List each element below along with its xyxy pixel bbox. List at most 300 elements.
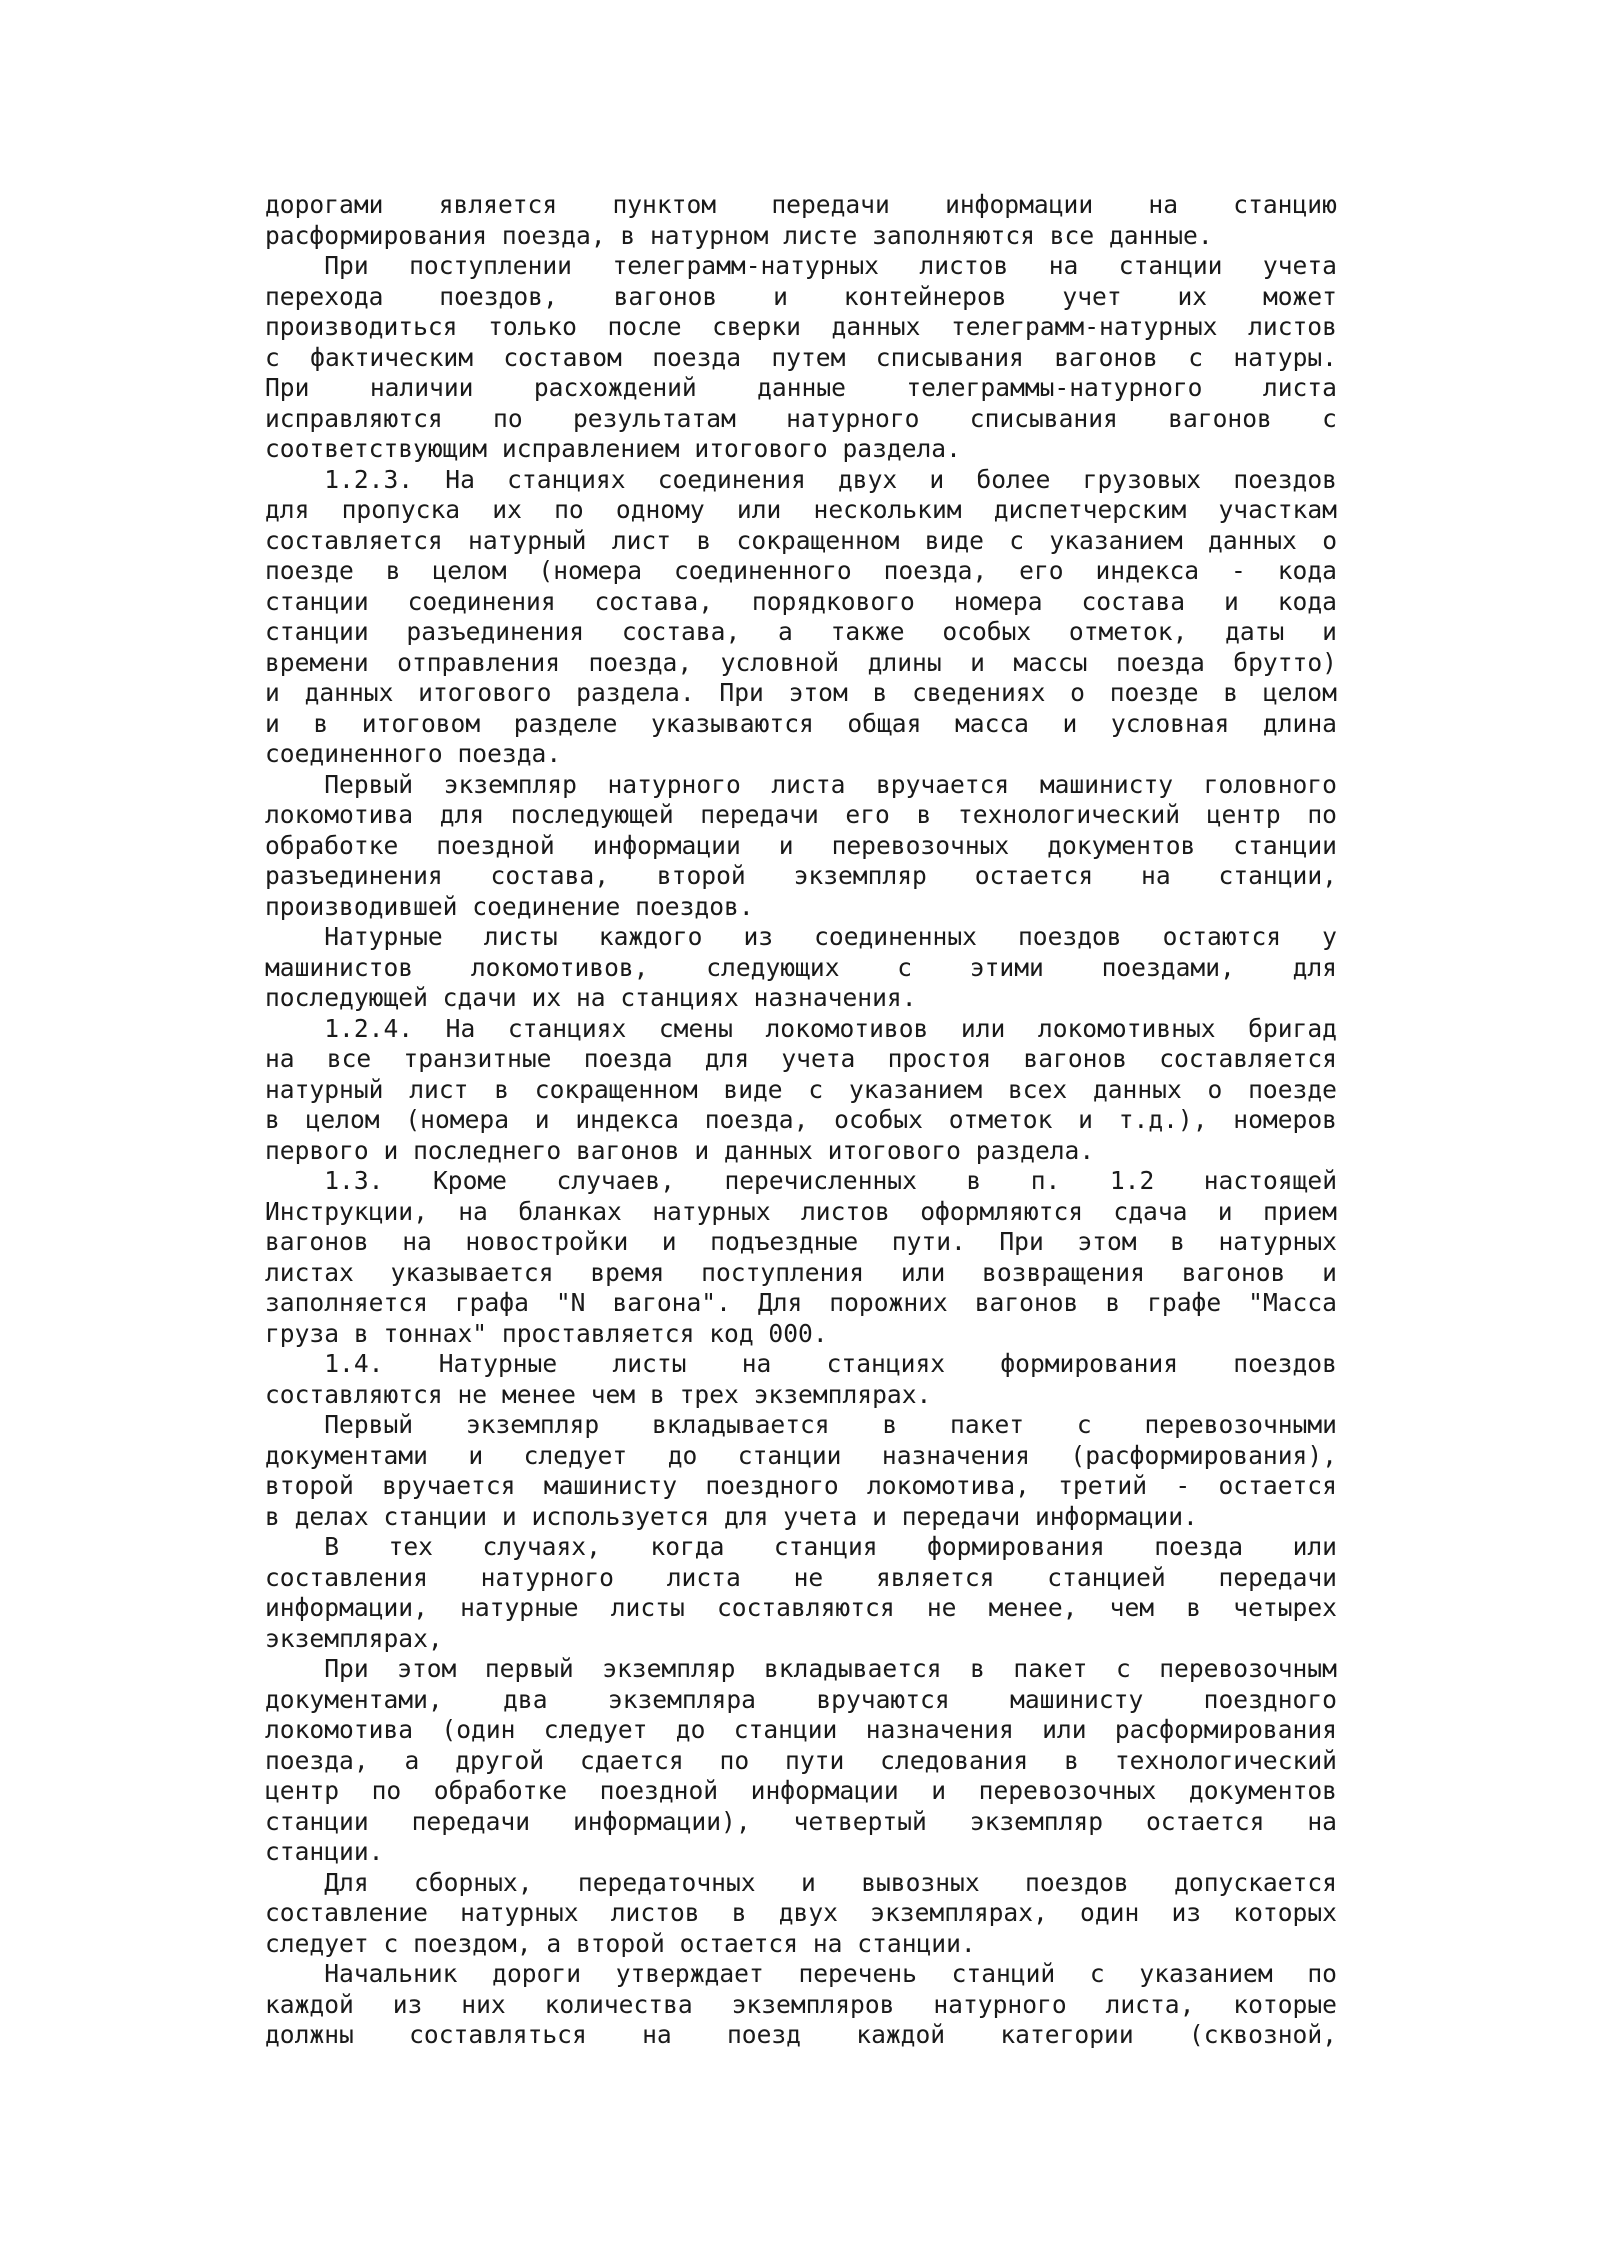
text-line <box>265 434 1337 465</box>
word: остается <box>974 861 1094 890</box>
word: в <box>313 708 329 738</box>
word: (один <box>441 1715 516 1744</box>
word: п. <box>1030 1166 1061 1195</box>
line-text: последующей сдачи их на станциях назначения. <box>265 983 917 1012</box>
word: из <box>1171 1898 1202 1927</box>
word: 1.2 <box>1109 1166 1155 1195</box>
word: т.д.), <box>1118 1105 1208 1134</box>
word: в <box>1170 1227 1185 1256</box>
word: листов <box>610 1898 700 1927</box>
word: лист <box>409 1074 469 1104</box>
word: исправляются <box>265 403 443 433</box>
word: учета <box>781 1044 856 1073</box>
word: передачи <box>700 800 819 829</box>
word: его <box>1019 556 1064 585</box>
line-text: производившей соединение поездов. <box>265 891 754 921</box>
word: по <box>719 1745 750 1775</box>
word: назначения <box>865 1715 1014 1744</box>
line-text: экземплярах, <box>265 1623 443 1653</box>
word: перечень <box>798 1959 917 1988</box>
word: экземплярах, <box>870 1898 1048 1927</box>
word: поезда <box>1115 647 1205 677</box>
word: разделе <box>513 708 618 738</box>
word: все <box>326 1044 372 1073</box>
word: них <box>461 1989 506 2019</box>
text-line <box>265 312 1337 343</box>
word: станции <box>265 617 369 646</box>
word: локомотива <box>265 800 414 829</box>
word: с <box>1322 403 1337 433</box>
text-line <box>265 1990 1337 2021</box>
word: или <box>960 1013 1006 1043</box>
word: станцией <box>1047 1562 1166 1592</box>
word: индекса <box>1095 556 1200 585</box>
word: в <box>494 1074 510 1104</box>
word: остаются <box>1162 922 1282 951</box>
word: производиться <box>265 312 458 341</box>
word: диспетчерским <box>993 495 1187 524</box>
word: данных <box>1208 525 1297 555</box>
word: передачи <box>411 1806 531 1836</box>
word: на <box>642 2020 672 2049</box>
word: следующих <box>706 952 840 982</box>
word: состава, <box>490 861 610 890</box>
word: и <box>778 830 794 860</box>
word: каждой <box>856 2020 946 2049</box>
word: путем <box>771 342 846 372</box>
text-line <box>265 1014 1337 1045</box>
word: экземпляр <box>443 769 577 799</box>
word: назначения <box>881 1440 1030 1470</box>
word: следования <box>880 1745 1029 1775</box>
word: по <box>554 495 584 524</box>
line-text: составляются не менее чем в трех экземплярах. <box>265 1379 932 1409</box>
word: вручаются <box>816 1684 950 1714</box>
word: натурный <box>265 1074 384 1104</box>
word: передачи <box>771 190 890 219</box>
word: кода <box>1277 556 1337 585</box>
word: новостройки <box>465 1227 629 1256</box>
word: телеграмм-натурных <box>612 251 879 280</box>
word: второй <box>656 861 746 890</box>
line-text: расформирования поезда, в натурном листе заполняются все данные. <box>265 220 1213 250</box>
word: экземпляр <box>969 1806 1104 1836</box>
word: бригад <box>1248 1013 1337 1043</box>
text-line <box>265 892 1337 923</box>
word: по <box>371 1776 402 1805</box>
word: перечисленных <box>724 1166 917 1195</box>
word: При <box>719 678 764 707</box>
word: является <box>438 190 558 219</box>
word: станция <box>773 1532 878 1561</box>
word: оформляются <box>920 1196 1084 1226</box>
word: особых <box>834 1105 923 1134</box>
word: указанием <box>1049 525 1183 555</box>
word: станции <box>265 586 369 616</box>
word: экземпляр <box>602 1654 736 1683</box>
word: и <box>1224 586 1239 616</box>
word: данных <box>304 678 394 707</box>
word: информации, <box>265 1593 428 1622</box>
text-line <box>265 1044 1337 1075</box>
text-line <box>265 251 1337 282</box>
word: целом <box>305 1105 380 1134</box>
word: вкладывается <box>763 1654 942 1683</box>
word: состава, <box>621 617 741 646</box>
word: листов <box>801 1196 890 1226</box>
text-line <box>265 1197 1337 1228</box>
text-line <box>265 1441 1337 1472</box>
text-line <box>265 831 1337 862</box>
word: станции <box>1118 251 1223 280</box>
word: поездной <box>599 1776 719 1805</box>
word: и <box>534 1105 550 1134</box>
word: станцию <box>1233 190 1337 219</box>
word: целом <box>1262 678 1337 707</box>
word: станции <box>737 1440 842 1470</box>
line-text: груза в тоннах" проставляется код 000. <box>265 1318 828 1348</box>
word: соединения <box>657 464 806 494</box>
word: длины <box>867 647 942 677</box>
word: для <box>704 1044 750 1073</box>
word: в <box>970 1654 985 1683</box>
word: Кроме <box>432 1166 507 1195</box>
word: номера <box>953 586 1043 616</box>
word: экземпляра <box>607 1684 756 1714</box>
word: поездов, <box>439 281 558 311</box>
word: которые <box>1233 1989 1337 2019</box>
word: натурного <box>786 403 920 433</box>
word: порядкового <box>751 586 915 616</box>
word: следует <box>523 1440 628 1470</box>
word: и <box>929 464 945 494</box>
word: с <box>1009 525 1025 555</box>
word: телеграмм-натурных <box>950 312 1218 341</box>
word: листы <box>483 922 558 951</box>
line-text: соответствующим исправлением итогового раздела. <box>265 434 961 463</box>
word: Первый <box>265 769 414 799</box>
word: указывается <box>390 1257 554 1287</box>
word: Натурные <box>265 922 443 951</box>
word: натурного <box>933 1989 1067 2019</box>
word: брутто) <box>1233 647 1337 677</box>
word: состава, <box>594 586 714 616</box>
word: на <box>458 1196 488 1226</box>
word: экземпляров <box>731 1989 895 2019</box>
word: должны <box>265 2020 354 2049</box>
word: его <box>845 800 890 829</box>
word: особых <box>942 617 1032 646</box>
word: условная <box>1110 708 1230 738</box>
word: первый <box>484 1654 574 1683</box>
word: станциях <box>507 464 626 494</box>
word: документов <box>1188 1776 1337 1805</box>
word: данных <box>1092 1074 1182 1104</box>
word: сокращенном <box>534 1074 698 1104</box>
word: их <box>1177 281 1208 311</box>
word: этом <box>397 1654 457 1683</box>
word: вагонов <box>974 1288 1079 1317</box>
word: 1.2.4. <box>265 1013 414 1043</box>
word: данных <box>831 312 921 341</box>
word: данные <box>757 373 846 402</box>
word: вагона". <box>612 1288 731 1317</box>
word: длина <box>1262 708 1337 738</box>
word: составляется <box>265 525 443 555</box>
word: списывания <box>875 342 1024 372</box>
word: составляется <box>1159 1044 1337 1073</box>
word: для <box>439 800 485 829</box>
text-line <box>265 1410 1337 1441</box>
word: (расформирования), <box>1070 1440 1337 1470</box>
word: перевозочных <box>978 1776 1157 1805</box>
word: локомотивных <box>1037 1013 1216 1043</box>
word: двух <box>778 1898 838 1927</box>
word: (номера <box>538 556 643 585</box>
word: составляются <box>716 1593 895 1622</box>
word: разъединения <box>265 861 443 890</box>
word: указанием <box>848 1074 983 1104</box>
word: простоя <box>887 1044 992 1073</box>
word: когда <box>650 1532 725 1561</box>
word: технологический <box>957 800 1181 829</box>
text-line <box>265 1898 1337 1929</box>
word: обработке <box>433 1776 568 1805</box>
word: листы <box>610 1593 685 1622</box>
word: вручается <box>382 1471 516 1500</box>
word: пунктом <box>612 190 717 219</box>
word: формирования <box>1000 1349 1179 1378</box>
word: головного <box>1203 769 1337 799</box>
word: При <box>265 1654 369 1683</box>
word: четырех <box>1233 1593 1337 1622</box>
line-text: следует с поездом, а второй остается на станции. <box>265 1928 976 1958</box>
word: Инструкции, <box>265 1196 428 1226</box>
word: машинисту <box>543 1471 678 1500</box>
word: не <box>793 1562 824 1592</box>
word: списывания <box>969 403 1118 433</box>
word: о <box>1207 1074 1223 1104</box>
word: состава <box>1081 586 1186 616</box>
word: 1.2.3. <box>265 464 414 494</box>
text-line <box>265 1349 1337 1380</box>
word: поезда, <box>265 1745 369 1775</box>
word: возвращения <box>982 1257 1145 1287</box>
word: пакет <box>1013 1654 1088 1683</box>
word: обработке <box>265 830 399 860</box>
word: указанием <box>1139 1959 1273 1988</box>
word: на <box>402 1227 432 1256</box>
word: дороги <box>492 1959 582 1988</box>
word: 1.4. <box>265 1349 384 1378</box>
word: натурных <box>652 1196 771 1226</box>
word: соединения <box>407 586 556 616</box>
word: локомотива, <box>866 1471 1030 1500</box>
word: передачи <box>1218 1562 1337 1592</box>
word: в <box>916 800 932 829</box>
word: на <box>1148 190 1179 219</box>
word: даты <box>1225 617 1285 646</box>
word: поездов <box>1233 464 1337 494</box>
word: тех <box>388 1532 433 1561</box>
line-text: в делах станции и используется для учета и передачи информации. <box>265 1501 1198 1531</box>
word: лист <box>611 525 672 555</box>
word: и <box>468 1440 484 1470</box>
text-line <box>265 1715 1337 1746</box>
word: четвертый <box>793 1806 927 1836</box>
word: вывозных <box>861 1867 980 1897</box>
word: остается <box>1145 1806 1265 1836</box>
word: транзитные <box>403 1044 552 1073</box>
word: этом <box>1077 1227 1137 1256</box>
word: только <box>488 312 577 341</box>
word: поезда <box>583 1044 673 1073</box>
word: для <box>265 495 310 524</box>
text-line <box>265 190 1337 221</box>
word: машинисту <box>1039 769 1174 799</box>
word: составление <box>265 1898 428 1927</box>
word: и <box>1062 708 1078 738</box>
word: листов <box>1248 312 1337 341</box>
word: фактическим <box>310 342 474 372</box>
word: указываются <box>650 708 814 738</box>
word: перевозочными <box>1144 1410 1337 1439</box>
word: порожних <box>829 1288 948 1317</box>
word: сверки <box>712 312 801 341</box>
word: итогового <box>418 678 552 707</box>
word: На <box>445 464 475 494</box>
word: документами <box>265 1440 428 1470</box>
text-line <box>265 1624 1337 1655</box>
word: и <box>1078 1105 1093 1134</box>
word: заполняется <box>265 1288 428 1317</box>
word: натурных <box>1218 1227 1337 1256</box>
word: и <box>661 1227 677 1256</box>
word: в <box>1186 1593 1202 1622</box>
text-line <box>265 556 1337 587</box>
text-line <box>265 526 1337 557</box>
word: третий <box>1058 1471 1147 1500</box>
word: с <box>1188 342 1203 372</box>
word: формирования <box>927 1532 1105 1561</box>
word: перевозочных <box>831 830 1010 860</box>
word: поезде <box>265 556 354 585</box>
word: двух <box>838 464 898 494</box>
text-line <box>265 648 1337 679</box>
word: вручается <box>875 769 1010 799</box>
word: случаях, <box>482 1532 601 1561</box>
word: условной <box>720 647 840 677</box>
word: каждого <box>598 922 703 951</box>
word: из <box>392 1989 423 2019</box>
text-line <box>265 465 1337 496</box>
word: настоящей <box>1203 1166 1337 1195</box>
word: раздела. <box>576 678 695 707</box>
word: также <box>830 617 905 646</box>
text-line <box>265 343 1337 374</box>
word: итоговом <box>361 708 481 738</box>
word: телеграммы-натурного <box>906 373 1203 402</box>
word: вагонов <box>1054 342 1158 372</box>
word: информации <box>750 1776 899 1805</box>
word: по <box>1307 800 1337 829</box>
word: остается <box>1218 1471 1337 1500</box>
word: вагонов <box>1168 403 1272 433</box>
text-line <box>265 678 1337 709</box>
word: по <box>493 403 523 433</box>
document-body <box>265 190 1337 2051</box>
word: локомотивов, <box>470 952 649 982</box>
text-line <box>265 709 1337 740</box>
word: вагонов <box>1181 1257 1286 1287</box>
word: бланках <box>518 1196 622 1226</box>
word: этими <box>969 952 1044 982</box>
word: времени <box>265 647 369 677</box>
word: с <box>808 1074 824 1104</box>
word: 1.3. <box>265 1166 384 1195</box>
word: листы <box>612 1349 687 1378</box>
word: станции <box>1233 830 1337 860</box>
word: одному <box>615 495 705 524</box>
word: в <box>872 678 888 707</box>
line-text: соединенного поезда. <box>265 739 562 768</box>
word: их <box>492 495 522 524</box>
text-line <box>265 587 1337 618</box>
word: центр <box>1206 800 1281 829</box>
word: не <box>926 1593 957 1622</box>
word: поездного <box>1203 1684 1337 1714</box>
word: перевозочным <box>1159 1654 1337 1683</box>
word: натурный <box>468 525 587 555</box>
word: поезда, <box>704 1105 809 1134</box>
word: поезде <box>1248 1074 1337 1104</box>
word: поездов <box>1025 1867 1129 1897</box>
word: в <box>882 1410 898 1439</box>
word: в <box>696 525 712 555</box>
word: "Масса <box>1248 1288 1337 1317</box>
text-line <box>265 373 1337 404</box>
word: станции <box>265 1806 369 1836</box>
word: поезда, <box>588 647 693 677</box>
word: передаточных <box>577 1867 756 1897</box>
word: в <box>1064 1745 1079 1775</box>
word: и <box>265 708 280 738</box>
word: отметок, <box>1068 617 1188 646</box>
word: документов <box>1047 830 1196 860</box>
word: поездами, <box>1101 952 1235 982</box>
text-line <box>265 1502 1337 1533</box>
word: поезде <box>1109 678 1199 707</box>
word: сведениях <box>912 678 1046 707</box>
text-line <box>265 1471 1337 1502</box>
word: в <box>966 1166 982 1195</box>
word: время <box>590 1257 665 1287</box>
word: для <box>1292 952 1337 982</box>
word: является <box>876 1562 995 1592</box>
word: и <box>265 678 280 707</box>
word: вагонов <box>1023 1044 1128 1073</box>
word: с <box>897 952 913 982</box>
word: вкладывается <box>651 1410 830 1439</box>
word: с <box>265 342 280 372</box>
text-line <box>265 1105 1337 1136</box>
word: до <box>675 1715 706 1744</box>
word: документами, <box>265 1684 443 1714</box>
word: нескольким <box>813 495 962 524</box>
word: листа <box>771 769 846 799</box>
text-line <box>265 221 1337 252</box>
word: в <box>265 1105 280 1134</box>
